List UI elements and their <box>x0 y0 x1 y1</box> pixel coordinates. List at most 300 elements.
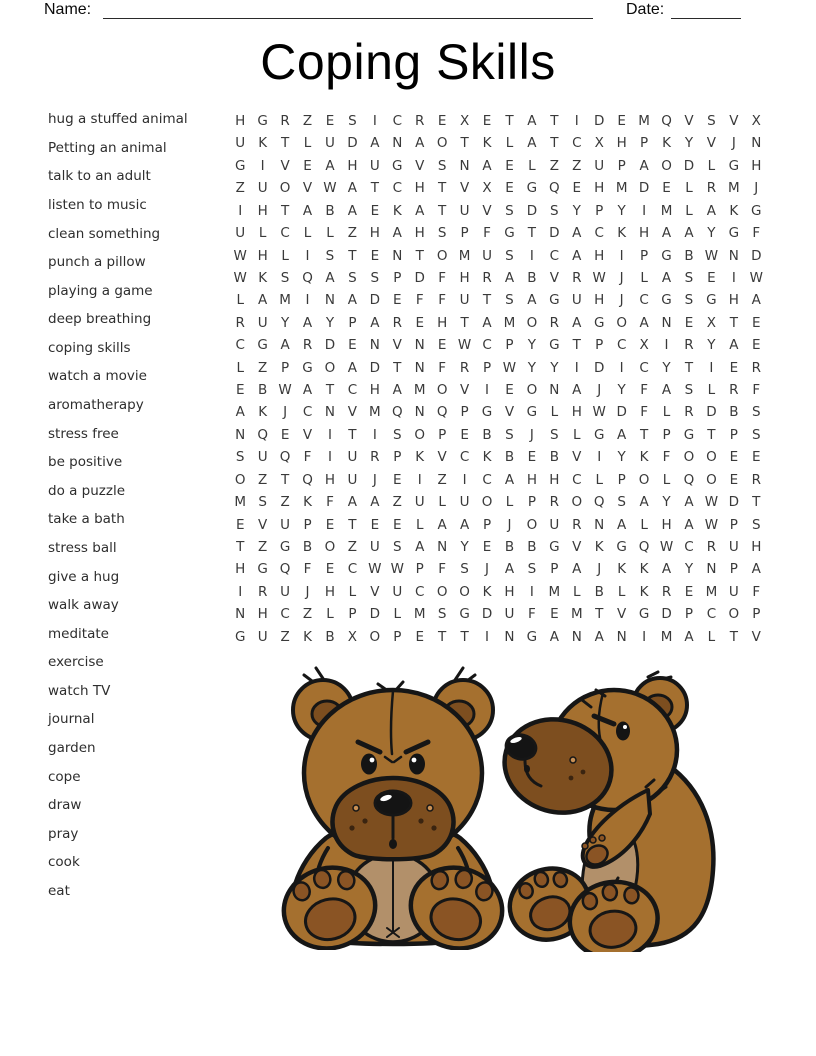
grid-letter: E <box>572 180 582 197</box>
grid-row <box>229 514 768 536</box>
grid-letter: S <box>437 225 447 242</box>
grid-letter: E <box>393 292 402 309</box>
grid-letter: E <box>415 628 424 645</box>
grid-letter: A <box>347 494 358 511</box>
grid-letter: E <box>437 113 447 129</box>
grid-letter: J <box>619 292 624 309</box>
grid-letter: X <box>459 113 470 129</box>
grid-letter: C <box>415 583 425 600</box>
grid-letter: G <box>234 157 246 174</box>
grid-letter: E <box>235 382 245 399</box>
grid-letter: H <box>616 135 627 152</box>
grid-letter: N <box>504 628 515 645</box>
grid-letter: O <box>526 382 538 399</box>
grid-letter: U <box>392 583 403 600</box>
grid-letter: D <box>347 135 358 152</box>
grid-letter: A <box>572 225 582 242</box>
grid-letter: A <box>415 539 425 556</box>
grid-letter: I <box>642 202 647 219</box>
grid-letter: H <box>751 539 762 556</box>
grid-letter: E <box>370 247 380 264</box>
grid-letter: F <box>528 606 536 623</box>
grid-letter: O <box>436 382 448 399</box>
grid-letter: F <box>662 449 671 466</box>
grid-letter: P <box>482 359 492 376</box>
grid-letter: U <box>257 628 268 645</box>
word-list-item: meditate <box>48 625 109 642</box>
word-list-item: talk to an adult <box>48 168 151 185</box>
grid-row <box>229 446 768 468</box>
grid-letter: S <box>751 426 761 443</box>
grid-letter: S <box>505 292 514 309</box>
grid-letter: D <box>638 180 650 197</box>
grid-letter: A <box>527 292 537 309</box>
grid-letter: G <box>549 539 560 556</box>
grid-letter: K <box>258 404 268 421</box>
grid-letter: I <box>305 292 310 309</box>
page-title: Coping Skills <box>260 34 556 90</box>
grid-letter: A <box>504 269 515 286</box>
grid-letter: A <box>684 516 694 533</box>
grid-letter: C <box>482 471 492 488</box>
grid-letter: M <box>413 382 426 399</box>
grid-letter: U <box>459 494 470 511</box>
grid-letter: V <box>415 157 425 174</box>
grid-letter: T <box>460 135 469 152</box>
grid-letter: W <box>233 247 247 264</box>
grid-letter: P <box>617 471 626 488</box>
grid-letter: F <box>640 404 648 421</box>
grid-letter: P <box>505 337 514 354</box>
grid-letter: W <box>233 269 247 286</box>
grid-letter: I <box>574 113 579 129</box>
grid-letter: K <box>594 539 604 556</box>
grid-letter: R <box>415 113 425 129</box>
grid-letter: M <box>705 583 718 600</box>
grid-letter: S <box>684 292 694 309</box>
grid-letter: S <box>258 494 267 511</box>
grid-letter: O <box>324 359 336 376</box>
grid-letter: E <box>527 449 537 466</box>
grid-letter: Z <box>347 539 358 556</box>
grid-letter: H <box>594 247 605 264</box>
grid-letter: A <box>370 314 380 331</box>
grid-letter: J <box>754 180 759 197</box>
grid-letter: A <box>415 202 425 219</box>
grid-letter: A <box>684 628 694 645</box>
grid-letter: P <box>438 426 447 443</box>
grid-letter: G <box>593 314 605 331</box>
grid-letter: G <box>549 337 560 354</box>
grid-letter: G <box>751 202 762 219</box>
word-list-item: give a hug <box>48 568 120 585</box>
grid-letter: V <box>617 606 627 623</box>
grid-letter: H <box>437 314 448 331</box>
grid-letter: V <box>459 382 470 399</box>
grid-row <box>229 401 768 423</box>
grid-letter: X <box>706 314 717 331</box>
grid-letter: O <box>234 471 246 488</box>
grid-letter: N <box>414 359 425 376</box>
grid-letter: T <box>505 113 514 129</box>
grid-letter: Y <box>662 494 671 511</box>
word-list-item: cook <box>48 854 80 871</box>
grid-letter: S <box>550 202 559 219</box>
grid-letter: Y <box>572 202 581 219</box>
grid-letter: M <box>615 180 628 197</box>
grid-letter: A <box>392 382 402 399</box>
grid-letter: U <box>414 494 425 511</box>
grid-letter: E <box>505 180 514 197</box>
grid-letter: I <box>238 583 243 600</box>
grid-letter: T <box>482 292 492 309</box>
grid-letter: L <box>662 404 671 421</box>
grid-letter: W <box>659 539 674 556</box>
grid-letter: J <box>597 382 602 399</box>
grid-letter: L <box>707 628 716 645</box>
grid-letter: O <box>369 628 381 645</box>
word-list-item: punch a pillow <box>48 254 146 271</box>
grid-letter: L <box>573 583 581 600</box>
grid-letter: K <box>617 225 627 242</box>
grid-letter: E <box>415 314 424 331</box>
grid-letter: M <box>548 583 561 600</box>
grid-letter: C <box>235 337 245 354</box>
grid-letter: C <box>482 337 492 354</box>
grid-letter: O <box>279 180 291 197</box>
grid-letter: P <box>348 314 357 331</box>
grid-letter: O <box>706 449 717 466</box>
teddy-bear-side-illustration <box>498 670 730 952</box>
grid-letter: Q <box>302 471 313 488</box>
grid-letter: L <box>326 225 334 242</box>
grid-letter: N <box>571 628 582 645</box>
grid-letter: Y <box>707 225 716 242</box>
grid-letter: T <box>438 628 447 645</box>
grid-letter: A <box>504 561 515 578</box>
grid-letter: O <box>683 449 695 466</box>
grid-letter: T <box>438 202 447 219</box>
grid-letter: R <box>751 359 761 376</box>
grid-letter: M <box>570 606 583 623</box>
grid-letter: S <box>550 426 559 443</box>
letter-grid <box>229 110 768 648</box>
grid-letter: A <box>572 561 582 578</box>
grid-letter: A <box>684 225 694 242</box>
word-list-item: aromatherapy <box>48 397 144 414</box>
grid-letter: P <box>415 561 424 578</box>
grid-letter: A <box>482 157 492 174</box>
grid-letter: Q <box>257 426 268 443</box>
grid-letter: I <box>574 359 579 376</box>
grid-letter: Q <box>638 539 650 556</box>
grid-letter: C <box>302 404 313 421</box>
grid-row <box>229 267 768 289</box>
grid-letter: E <box>370 202 380 219</box>
grid-letter: A <box>527 113 537 129</box>
grid-letter: N <box>661 314 672 331</box>
grid-letter: D <box>706 404 717 421</box>
grid-letter: L <box>685 202 693 219</box>
grid-row <box>229 334 768 356</box>
grid-letter: A <box>661 561 672 578</box>
grid-letter: N <box>324 404 336 421</box>
grid-letter: E <box>505 157 514 174</box>
grid-letter: R <box>572 516 582 533</box>
grid-letter: Q <box>302 269 313 286</box>
grid-letter: V <box>459 180 470 197</box>
grid-letter: O <box>706 471 717 488</box>
grid-letter: Q <box>661 113 672 129</box>
grid-letter: I <box>260 157 265 174</box>
grid-letter: A <box>549 628 559 645</box>
grid-row <box>229 491 768 513</box>
grid-row <box>229 200 768 222</box>
grid-letter: I <box>642 628 647 645</box>
grid-letter: R <box>549 494 560 511</box>
grid-letter: Z <box>302 606 313 623</box>
grid-letter: N <box>437 539 448 556</box>
grid-letter: L <box>348 583 357 600</box>
grid-letter: D <box>526 202 538 219</box>
grid-letter: V <box>280 157 290 174</box>
grid-letter: T <box>348 247 357 264</box>
grid-letter: E <box>752 314 761 331</box>
grid-letter: K <box>482 449 492 466</box>
grid-letter: A <box>527 135 537 152</box>
grid-letter: H <box>347 157 358 174</box>
grid-letter: C <box>347 382 358 399</box>
grid-letter: L <box>617 583 626 600</box>
grid-letter: B <box>302 539 313 556</box>
grid-letter: P <box>393 449 402 466</box>
grid-letter: R <box>257 583 268 600</box>
grid-letter: P <box>527 494 536 511</box>
grid-letter: C <box>639 292 649 309</box>
grid-letter: A <box>258 292 268 309</box>
grid-letter: O <box>436 583 448 600</box>
grid-letter: D <box>594 113 605 129</box>
grid-letter: H <box>369 382 380 399</box>
grid-letter: G <box>257 561 268 578</box>
grid-letter: N <box>369 337 380 354</box>
grid-letter: C <box>459 449 470 466</box>
grid-letter: I <box>462 471 467 488</box>
word-list-item: garden <box>48 740 96 756</box>
grid-letter: A <box>639 157 649 174</box>
grid-letter: T <box>236 539 245 556</box>
grid-letter: U <box>459 292 470 309</box>
grid-row <box>229 536 768 558</box>
grid-letter: G <box>257 113 268 129</box>
grid-letter: G <box>504 225 515 242</box>
grid-letter: W <box>278 382 292 399</box>
grid-letter: Q <box>593 494 605 511</box>
grid-letter: N <box>549 382 560 399</box>
grid-letter: V <box>258 516 268 533</box>
grid-letter: L <box>258 225 267 242</box>
grid-letter: A <box>639 494 649 511</box>
grid-letter: J <box>619 269 624 286</box>
grid-letter: A <box>302 202 313 219</box>
grid-letter: A <box>661 269 672 286</box>
grid-letter: Q <box>549 180 560 197</box>
grid-letter: L <box>573 426 581 443</box>
grid-letter: B <box>684 247 694 264</box>
grid-letter: H <box>235 113 246 129</box>
name-label: Name: <box>44 1 92 18</box>
grid-letter: H <box>459 269 470 286</box>
grid-letter: L <box>595 471 603 488</box>
grid-letter: R <box>482 269 492 286</box>
grid-letter: P <box>460 225 469 242</box>
grid-letter: H <box>324 583 336 600</box>
grid-letter: C <box>572 471 582 488</box>
grid-letter: H <box>594 292 605 309</box>
grid-letter: V <box>482 202 492 219</box>
grid-letter: C <box>684 539 694 556</box>
grid-letter: M <box>728 180 740 197</box>
grid-letter: D <box>369 359 381 376</box>
grid-letter: U <box>594 157 605 174</box>
grid-letter: E <box>684 583 694 600</box>
grid-letter: I <box>529 583 534 600</box>
grid-letter: J <box>529 426 534 443</box>
grid-letter: H <box>571 404 582 421</box>
grid-letter: E <box>280 426 290 443</box>
grid-letter: C <box>572 135 582 152</box>
grid-letter: E <box>617 113 626 129</box>
grid-letter: G <box>728 157 740 174</box>
grid-letter: E <box>370 516 380 533</box>
grid-letter: M <box>234 494 247 511</box>
grid-letter: I <box>709 359 714 376</box>
grid-letter: J <box>372 471 377 488</box>
grid-letter: L <box>303 225 312 242</box>
grid-letter: O <box>436 247 448 264</box>
grid-letter: S <box>684 382 694 399</box>
grid-letter: U <box>369 539 380 556</box>
grid-letter: R <box>280 113 290 129</box>
grid-letter: H <box>257 202 268 219</box>
grid-letter: O <box>526 516 538 533</box>
word-list-item: deep breathing <box>48 311 152 328</box>
grid-letter: O <box>661 157 672 174</box>
word-list-item: hug a stuffed animal <box>48 111 188 128</box>
grid-letter: I <box>529 247 534 264</box>
grid-letter: V <box>302 180 313 197</box>
grid-letter: K <box>303 628 312 645</box>
grid-letter: A <box>347 292 358 309</box>
grid-letter: E <box>729 449 739 466</box>
grid-letter: D <box>369 606 381 623</box>
grid-letter: I <box>372 113 377 129</box>
grid-letter: A <box>280 337 290 354</box>
grid-letter: M <box>369 404 381 421</box>
grid-letter: Q <box>279 449 291 466</box>
grid-row <box>229 603 768 625</box>
grid-letter: N <box>392 247 403 264</box>
grid-letter: G <box>661 247 672 264</box>
grid-letter: Y <box>460 539 469 556</box>
grid-letter: F <box>438 269 447 286</box>
grid-letter: Y <box>550 359 559 376</box>
grid-letter: B <box>325 628 335 645</box>
grid-letter: E <box>393 471 402 488</box>
grid-row <box>229 177 768 199</box>
grid-letter: H <box>594 180 605 197</box>
grid-letter: R <box>235 314 245 331</box>
grid-letter: F <box>483 225 491 242</box>
grid-letter: V <box>684 113 694 129</box>
grid-letter: O <box>436 135 448 152</box>
grid-letter: H <box>504 583 515 600</box>
grid-letter: S <box>437 157 447 174</box>
grid-letter: L <box>662 471 671 488</box>
word-list-item: clean something <box>48 225 161 242</box>
grid-letter: B <box>482 426 492 443</box>
grid-letter: T <box>348 516 357 533</box>
grid-letter: F <box>752 583 761 600</box>
grid-letter: L <box>528 157 536 174</box>
grid-letter: A <box>235 404 245 421</box>
grid-letter: L <box>236 359 244 376</box>
grid-letter: E <box>348 337 357 354</box>
grid-letter: C <box>392 180 402 197</box>
grid-letter: N <box>235 426 246 443</box>
grid-letter: O <box>728 606 740 623</box>
grid-letter: Z <box>572 157 582 174</box>
grid-letter: V <box>347 404 358 421</box>
grid-letter: K <box>415 449 425 466</box>
grid-letter: Q <box>391 404 403 421</box>
grid-letter: A <box>347 180 358 197</box>
grid-letter: A <box>594 628 604 645</box>
grid-letter: N <box>728 247 739 264</box>
grid-letter: C <box>280 225 290 242</box>
grid-letter: A <box>504 471 515 488</box>
grid-letter: L <box>640 269 648 286</box>
grid-letter: Y <box>527 359 537 376</box>
grid-letter: I <box>327 426 332 443</box>
grid-letter: V <box>572 539 582 556</box>
grid-row <box>229 558 768 580</box>
grid-letter: S <box>437 606 447 623</box>
grid-letter: N <box>392 135 403 152</box>
grid-letter: G <box>459 606 470 623</box>
grid-letter: U <box>280 583 291 600</box>
grid-letter: H <box>639 225 650 242</box>
grid-letter: P <box>595 202 604 219</box>
grid-letter: L <box>505 135 514 152</box>
grid-letter: A <box>325 157 335 174</box>
grid-letter: H <box>414 225 425 242</box>
grid-letter: L <box>415 516 424 533</box>
grid-letter: F <box>438 561 447 578</box>
grid-letter: C <box>280 606 290 623</box>
grid-letter: F <box>303 561 312 578</box>
grid-letter: F <box>415 292 424 309</box>
grid-letter: P <box>303 516 312 533</box>
grid-letter: R <box>706 180 717 197</box>
grid-letter: U <box>325 135 335 152</box>
word-list-item: watch TV <box>48 682 111 699</box>
grid-letter: S <box>280 269 290 286</box>
grid-letter: M <box>413 606 426 623</box>
grid-letter: O <box>324 539 336 556</box>
grid-letter: J <box>305 583 310 600</box>
grid-letter: K <box>639 449 649 466</box>
